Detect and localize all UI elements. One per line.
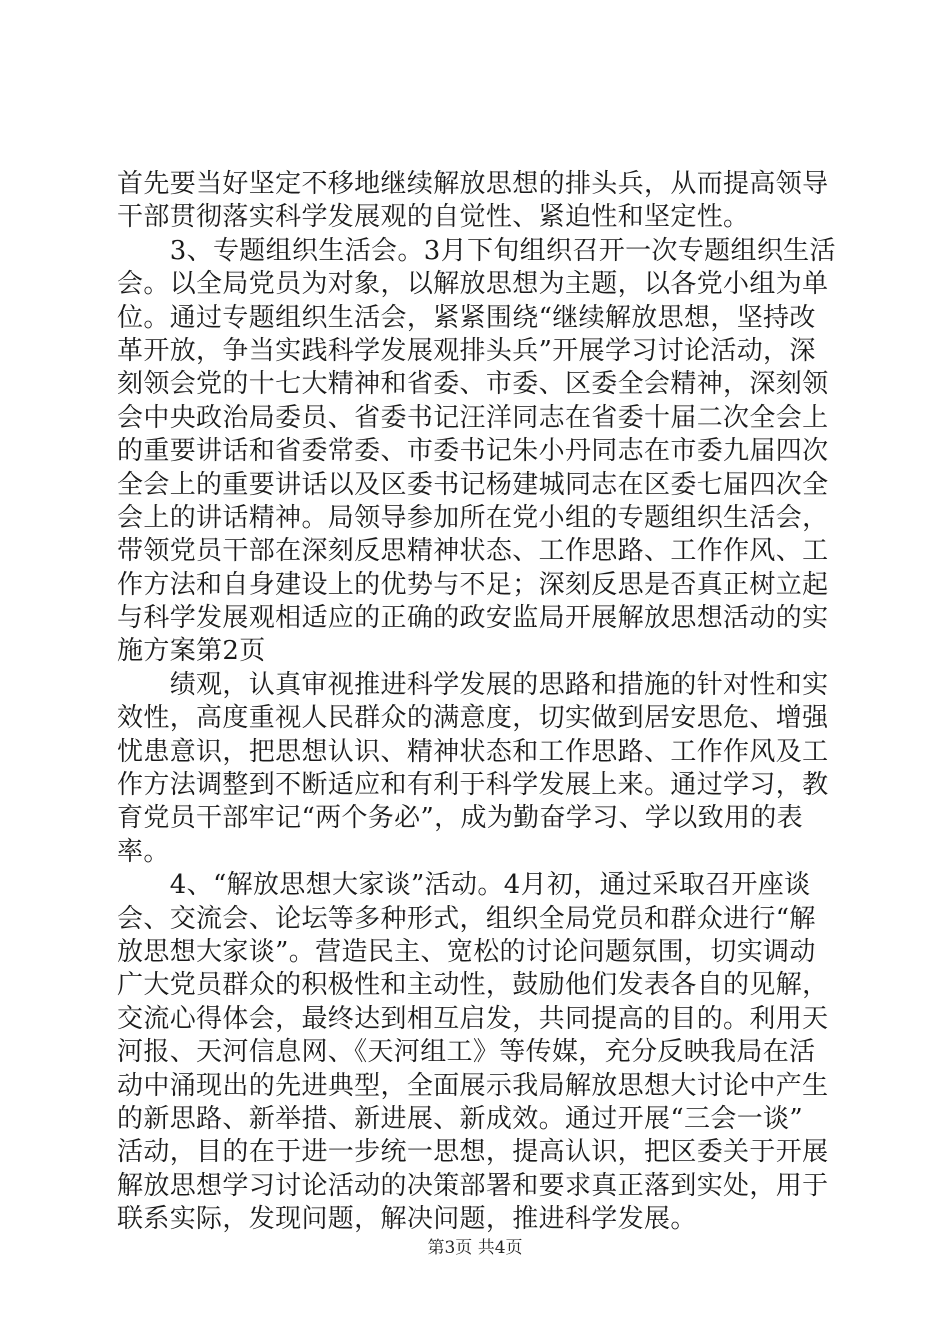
text-line: 会中央政治局委员、省委书记汪洋同志在省委十届二次全会上 (117, 402, 829, 433)
text-line: 河报、天河信息网、《天河组工》等传媒，充分反映我局在活 (117, 1037, 816, 1068)
text-line: 解放思想学习讨论活动的决策部署和要求真正落到实处，用于 (117, 1170, 829, 1201)
text-line: 会。以全局党员为对象，以解放思想为主题，以各党小组为单 (117, 269, 829, 300)
text-line: 绩观，认真审视推进科学发展的思路和措施的针对性和实 (117, 669, 829, 700)
text-line: 首先要当好坚定不移地继续解放思想的排头兵，从而提高领导 (117, 169, 829, 199)
text-line: 干部贯彻落实科学发展观的自觉性、紧迫性和坚定性。 (117, 202, 750, 233)
text-line: 作方法调整到不断适应和有利于科学发展上来。通过学习，教 (117, 770, 829, 801)
text-line: 会上的讲话精神。局领导参加所在党小组的专题组织生活会， (117, 502, 829, 533)
text-line: 放思想大家谈”。营造民主、宽松的讨论问题氛围，切实调动 (117, 936, 816, 967)
text-line: 的重要讲话和省委常委、市委书记朱小丹同志在市委九届四次 (117, 436, 829, 467)
text-line: 效性，高度重视人民群众的满意度，切实做到居安思危、增强 (117, 703, 829, 734)
body-text (117, 168, 839, 1237)
text-line: 刻领会党的十七大精神和省委、市委、区委全会精神，深刻领 (117, 369, 829, 400)
text-line: 率。 (117, 836, 170, 867)
text-line: 育党员干部牢记“两个务必”，成为勤奋学习、学以致用的表 (117, 803, 804, 834)
text-line: 会、交流会、论坛等多种形式，组织全局党员和群众进行“解 (117, 903, 816, 934)
text-line: 作方法和自身建设上的优势与不足；深刻反思是否真正树立起 (117, 569, 829, 600)
text-line: 4、“解放思想大家谈”活动。4月初，通过采取召开座谈 (117, 870, 811, 901)
text-line: 革开放，争当实践科学发展观排头兵”开展学习讨论活动，深 (117, 335, 816, 366)
text-line: 动中涌现出的先进典型，全面展示我局解放思想大讨论中产生 (117, 1070, 829, 1101)
text-line: 位。通过专题组织生活会，紧紧围绕“继续解放思想，坚持改 (117, 302, 816, 333)
text-line: 的新思路、新举措、新进展、新成效。通过开展“三会一谈” (117, 1103, 804, 1134)
text-line: 广大党员群众的积极性和主动性，鼓励他们发表各自的见解， (117, 970, 829, 1001)
text-line: 忧患意识，把思想认识、精神状态和工作思路、工作作风及工 (117, 736, 829, 767)
text-line: 联系实际，发现问题，解决问题，推进科学发展。 (117, 1204, 697, 1235)
text-line: 带领党员干部在深刻反思精神状态、工作思路、工作作风、工 (117, 536, 829, 567)
text-line: 全会上的重要讲话以及区委书记杨建城同志在区委七届四次全 (117, 469, 829, 500)
text-line: 交流心得体会，最终达到相互启发，共同提高的目的。利用天 (117, 1003, 829, 1034)
text-line: 活动，目的在于进一步统一思想，提高认识，把区委关于开展 (117, 1137, 829, 1168)
text-line: 施方案第2页 (117, 636, 266, 667)
page-footer: 第3页 共4页 (427, 1238, 523, 1258)
text-line: 与科学发展观相适应的正确的政安监局开展解放思想活动的实 (117, 603, 829, 634)
text-line: 3、专题组织生活会。3月下旬组织召开一次专题组织生活 (117, 235, 836, 266)
